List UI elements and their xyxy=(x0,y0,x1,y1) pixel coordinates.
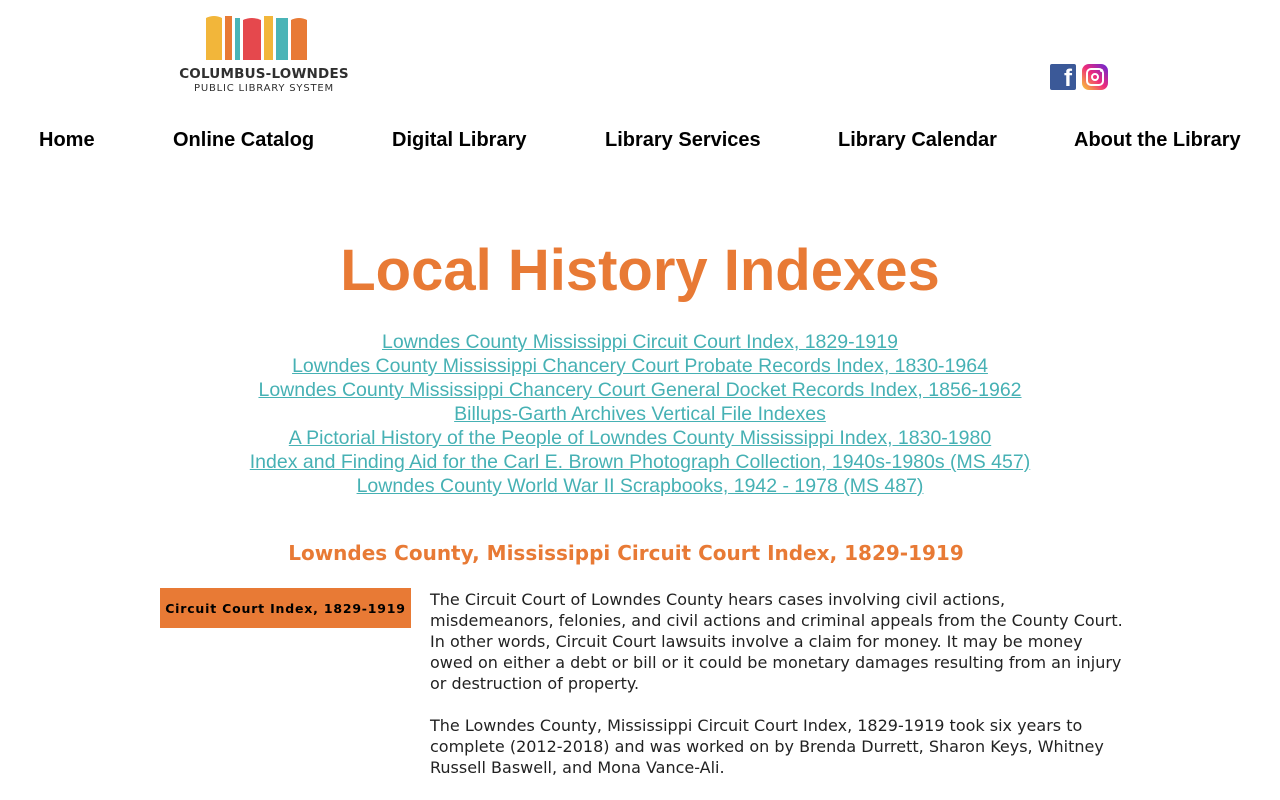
logo-subtitle: PUBLIC LIBRARY SYSTEM xyxy=(194,83,334,94)
section-description xyxy=(430,589,1130,799)
logo-bar-7 xyxy=(291,18,307,60)
link-wwii-scrapbooks[interactable]: Lowndes County World War II Scrapbooks, 1942 - 1978 (MS 487) xyxy=(356,475,924,497)
instagram-icon[interactable] xyxy=(1082,64,1108,90)
main-nav xyxy=(0,126,1280,156)
logo-bars-icon xyxy=(206,14,326,62)
logo-bar-6 xyxy=(276,18,288,60)
link-chancery-general-docket-index[interactable]: Lowndes County Mississippi Chancery Court General Docket Records Index, 1856-1962 xyxy=(258,379,1022,401)
nav-home[interactable]: Home xyxy=(39,129,95,151)
link-billups-garth-vertical-file[interactable]: Billups-Garth Archives Vertical File Indexes xyxy=(454,403,826,425)
logo-bar-1 xyxy=(206,16,222,60)
nav-library-services[interactable]: Library Services xyxy=(605,129,761,151)
nav-library-calendar[interactable]: Library Calendar xyxy=(838,129,997,151)
link-pictorial-history-index[interactable]: A Pictorial History of the People of Lowndes County Mississippi Index, 1830-1980 xyxy=(288,427,992,449)
social-links xyxy=(1050,64,1108,90)
logo-title: COLUMBUS-LOWNDES xyxy=(179,66,349,82)
facebook-icon[interactable]: f xyxy=(1050,64,1076,90)
description-paragraph: The Circuit Court of Lowndes County hears cases involving civil actions, misdemeanors, felonies, and civil actions and criminal appeals from the County Court. In other words, Circuit Court lawsuits involve a claim for money. It may be money owed on either a debt or bill or it could be monetary damages resulting from an injury or destruction of property. xyxy=(430,590,1123,693)
nav-online-catalog[interactable]: Online Catalog xyxy=(173,129,315,151)
circuit-court-index-button[interactable]: Circuit Court Index, 1829-1919 xyxy=(160,588,411,628)
section-heading: Lowndes County, Mississippi Circuit Court Index, 1829-1919 xyxy=(288,541,964,565)
link-carl-brown-photograph-collection[interactable]: Index and Finding Aid for the Carl E. Brown Photograph Collection, 1940s-1980s (MS 457) xyxy=(249,451,1031,473)
library-logo[interactable] xyxy=(166,14,366,98)
logo-bar-3 xyxy=(235,18,240,60)
page-title: Local History Indexes xyxy=(340,238,940,303)
nav-about-the-library[interactable]: About the Library xyxy=(1074,129,1241,151)
index-links-list xyxy=(0,330,1280,498)
logo-bar-2 xyxy=(225,16,232,60)
logo-bar-4 xyxy=(243,18,261,60)
nav-digital-library[interactable]: Digital Library xyxy=(392,129,527,151)
link-chancery-probate-index[interactable]: Lowndes County Mississippi Chancery Court Probate Records Index, 1830-1964 xyxy=(292,355,988,377)
link-circuit-court-index[interactable]: Lowndes County Mississippi Circuit Court Index, 1829-1919 xyxy=(382,331,898,353)
description-paragraph: The Lowndes County, Mississippi Circuit Court Index, 1829-1919 took six years to complete (2012-2018) and was worked on by Brenda Durrett, Sharon Keys, Whitney Russell Baswell, and Mona Vance-Ali. xyxy=(430,716,1104,777)
logo-bar-5 xyxy=(264,16,273,60)
